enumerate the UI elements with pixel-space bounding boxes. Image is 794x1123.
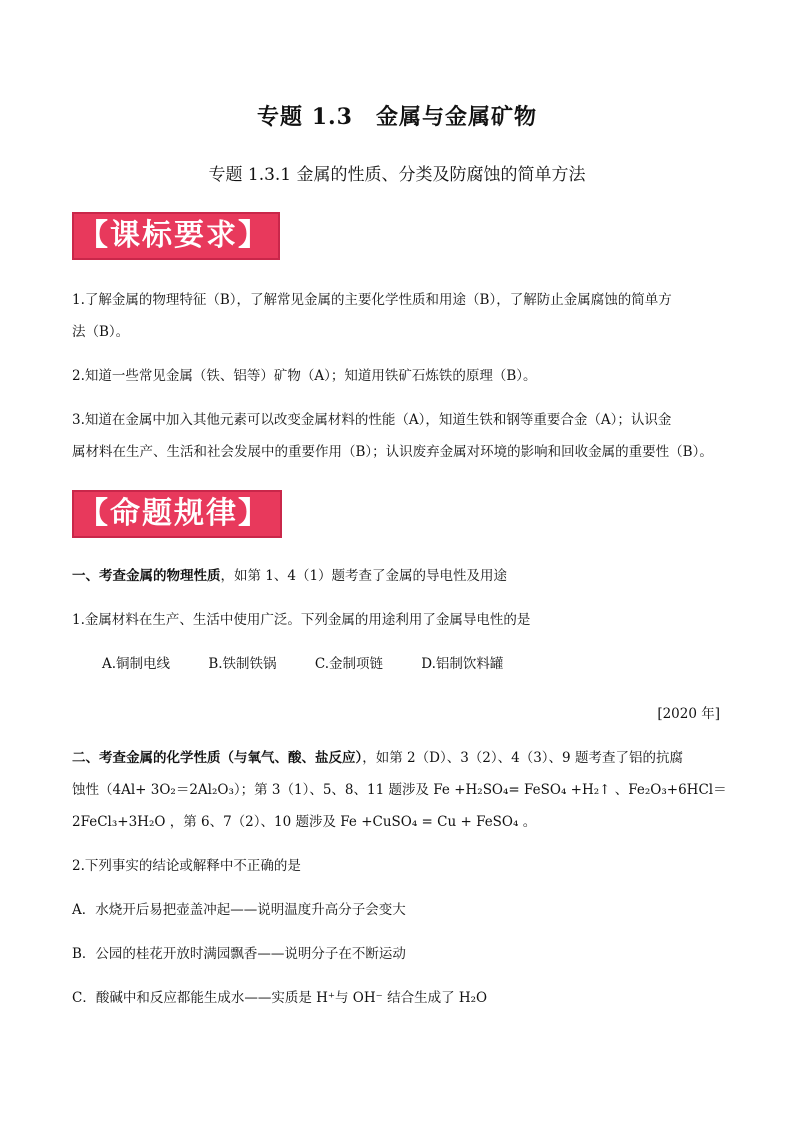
- section-1-description: ，如第 1、4（1）题考查了金属的导电性及用途: [220, 568, 508, 584]
- requirement-1-line-2: 法（B）。: [72, 324, 130, 340]
- page-title: 专题 1.3 金属与金属矿物: [257, 104, 537, 130]
- requirement-1-line-1: 1.了解金属的物理特征（B），了解常见金属的主要化学性质和用途（B），了解防止金属腐蚀的简单方: [72, 292, 672, 308]
- requirement-3-line-1: 3.知道在金属中加入其他元素可以改变金属材料的性能（A），知道生铁和钢等重要合金（A）；认识金: [72, 412, 672, 428]
- option-b: B.铁制铁锅: [208, 656, 277, 672]
- section-2-description: ，如第 2（D）、3（2）、4（3）、9 题考查了铝的抗腐: [362, 750, 683, 766]
- option-c: C.金制项链: [314, 656, 383, 672]
- section-1-title: 一、考查金属的物理性质: [72, 568, 221, 584]
- requirement-2: 2.知道一些常见金属（铁、铝等）矿物（A）；知道用铁矿石炼铁的原理（B）。: [72, 368, 537, 384]
- question-1-year: [2020 年]: [657, 706, 720, 722]
- requirement-3-line-2: 属材料在生产、生活和社会发展中的重要作用（B）；认识废弃金属对环境的影响和回收金属的重要性（B）。: [72, 444, 713, 460]
- section-2-line-2: 蚀性（4Al+ 3O₂＝2Al₂O₃）；第 3（1）、5、8、11 题涉及 Fe +H₂SO₄= FeSO₄ +H₂↑ 、Fe₂O₃+6HCl＝: [72, 782, 727, 798]
- section-1-heading: [72, 560, 722, 592]
- curriculum-requirements-banner: 【课标要求】: [72, 212, 280, 260]
- section-2-title: 二、考查金属的化学性质（与氧气、酸、盐反应）: [72, 750, 363, 766]
- question-2-option-b: B．公园的桂花开放时满园飘香——说明分子在不断运动: [72, 946, 406, 962]
- exam-patterns-banner: 【命题规律】: [72, 490, 282, 538]
- section-2-line-3: 2FeCl₃+3H₂O ，第 6、7（2）、10 题涉及 Fe +CuSO₄ = Cu + FeSO₄ 。: [72, 814, 537, 830]
- section-2-heading: [72, 742, 722, 774]
- question-1: 1.金属材料在生产、生活中使用广泛。下列金属的用途利用了金属导电性的是: [72, 612, 531, 628]
- question-2-option-a: A．水烧开后易把壶盖冲起——说明温度升高分子会变大: [72, 902, 406, 918]
- option-d: D.铝制饮料罐: [421, 656, 504, 672]
- question-2-option-c: C．酸碱中和反应都能生成水——实质是 H⁺与 OH⁻ 结合生成了 H₂O: [72, 990, 488, 1006]
- question-2: 2.下列事实的结论或解释中不正确的是: [72, 858, 301, 874]
- page-subtitle: 专题 1.3.1 金属的性质、分类及防腐蚀的简单方法: [208, 165, 586, 185]
- question-1-options: [102, 648, 752, 680]
- option-a: A.铜制电线: [102, 656, 171, 672]
